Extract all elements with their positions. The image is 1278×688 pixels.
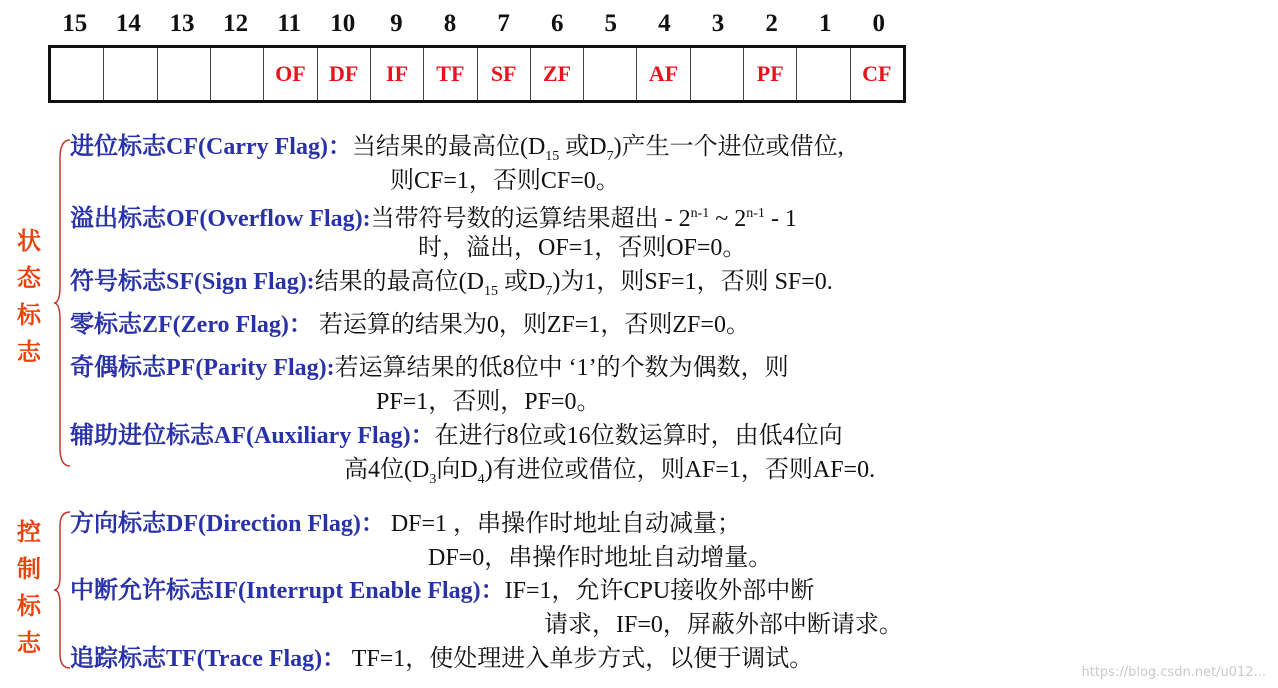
bit-number-13: 13: [169, 10, 195, 37]
bit-number-7: 7: [497, 10, 510, 37]
cf-sub-7: 7: [606, 148, 614, 164]
if-desc: IF=1，允许CPU接收外部中断: [504, 578, 815, 604]
af-desc-c: )有进位或借位，则AF=1，否则AF=0.: [484, 457, 876, 483]
cf-sub-15: 15: [545, 148, 560, 164]
status-flags-label: 状 态 标 志: [17, 227, 41, 366]
bit-number-10: 10: [330, 10, 356, 37]
af-desc-a: 高4位(D: [344, 457, 430, 483]
sf-line: [70, 267, 833, 307]
flag-cell-sf: SF: [478, 48, 531, 100]
bit-number-8: 8: [443, 10, 457, 37]
bit-number-1: 1: [818, 10, 832, 37]
of-desc-a: 当带符号数的运算结果超出 - 2: [370, 206, 691, 232]
zf-line: [70, 310, 750, 340]
flag-cell-empty: [211, 48, 264, 100]
of-line-1: [70, 199, 797, 234]
flag-cell-empty: [797, 48, 850, 100]
flag-cell-empty: [51, 48, 104, 100]
sf-sub-15: 15: [484, 283, 499, 299]
bit-number-14: 14: [115, 10, 141, 37]
flag-cell-empty: [584, 48, 637, 100]
bit-number-row: [48, 10, 906, 44]
of-sup-2: n-1: [746, 206, 765, 221]
af-name: 辅助进位标志AF(Auxiliary Flag)：: [70, 423, 435, 449]
cf-desc: [351, 134, 844, 164]
sf-desc-c: )为1，则SF=1，否则 SF=0.: [552, 269, 833, 295]
bit-number-6: 6: [550, 10, 564, 37]
pf-line-1: [70, 353, 789, 383]
df-line-1: [70, 509, 741, 539]
cf-line-2: 则CF=1，否则CF=0。: [390, 168, 620, 194]
sf-desc: [314, 269, 833, 299]
watermark: https://blog.csdn.net/u012...: [1081, 665, 1266, 680]
zf-name: 零标志ZF(Zero Flag)：: [70, 312, 313, 338]
if-name: 中断允许标志IF(Interrupt Enable Flag)：: [70, 578, 505, 604]
cf-desc-c: )产生一个进位或借位,: [613, 134, 844, 160]
of-desc-b: ~ 2: [709, 206, 747, 232]
cf-desc-a: 当结果的最高位(D: [351, 134, 546, 160]
flag-cell-of: OF: [264, 48, 317, 100]
cf-name: 进位标志CF(Carry Flag)：: [70, 134, 352, 160]
zf-desc: 若运算的结果为0，则ZF=1，否则ZF=0。: [312, 312, 750, 338]
bit-number-4: 4: [658, 10, 671, 37]
tf-line: [70, 644, 813, 674]
of-desc: [371, 206, 797, 232]
af-line-2: [344, 455, 875, 495]
flag-cell-cf: CF: [862, 61, 892, 86]
control-flags-label: 控 制 标 志: [17, 518, 41, 657]
flag-cell-empty: [104, 48, 157, 100]
bit-number-15: 15: [62, 10, 88, 37]
of-line-2: 时，溢出，OF=1，否则OF=0。: [418, 235, 747, 261]
if-line-1: [70, 576, 814, 606]
of-sup-1: n-1: [690, 206, 710, 221]
df-desc: DF=1 ，串操作时地址自动减量；: [384, 511, 742, 537]
pf-name: 奇偶标志PF(Parity Flag):: [70, 355, 335, 381]
flag-cell-tf: TF: [424, 48, 477, 100]
df-name: 方向标志DF(Direction Flag)：: [70, 511, 385, 537]
flag-cell-zf: ZF: [531, 48, 584, 100]
tf-desc: TF=1，使处理进入单步方式，以便于调试。: [346, 646, 814, 672]
af-sub-3: 3: [429, 471, 437, 487]
bit-number-5: 5: [604, 10, 618, 37]
flag-cell-empty: [691, 48, 744, 100]
df-line-2: DF=0，串操作时地址自动增量。: [428, 545, 773, 571]
af-desc-b: 向D: [436, 457, 478, 483]
bit-number-12: 12: [223, 10, 249, 37]
bit-number-11: 11: [277, 10, 301, 37]
sf-desc-a: 结果的最高位(D: [314, 269, 485, 295]
af-sub-4: 4: [477, 471, 485, 487]
flag-cell-empty: [158, 48, 211, 100]
pf-desc: 若运算结果的低8位中 ‘1’的个数为偶数，则: [334, 355, 789, 381]
cf-desc-b: 或D: [559, 134, 607, 160]
flags-register: [48, 45, 906, 103]
af-line-1: [70, 421, 843, 451]
sf-name: 符号标志SF(Sign Flag):: [70, 269, 315, 295]
pf-line-2: PF=1，否则，PF=0。: [376, 389, 601, 415]
bit-number-3: 3: [711, 10, 725, 37]
bit-number-9: 9: [390, 10, 403, 37]
af-desc: 在进行8位或16位数运算时，由低4位向: [434, 423, 843, 449]
of-desc-c: - 1: [764, 206, 797, 232]
bit-number-0: 0: [872, 10, 886, 37]
flag-cell-pf: PF: [744, 48, 797, 100]
flag-cell-af: AF: [637, 48, 690, 100]
tf-name: 追踪标志TF(Trace Flag)：: [70, 646, 347, 672]
if-line-2: 请求，IF=0，屏蔽外部中断请求。: [544, 612, 903, 638]
flag-cell-if: IF: [371, 48, 424, 100]
sf-sub-7: 7: [545, 283, 553, 299]
sf-desc-b: 或D: [498, 269, 546, 295]
of-name: 溢出标志OF(Overflow Flag):: [70, 206, 371, 232]
flag-cell-df: DF: [318, 48, 371, 100]
bit-number-2: 2: [765, 10, 778, 37]
